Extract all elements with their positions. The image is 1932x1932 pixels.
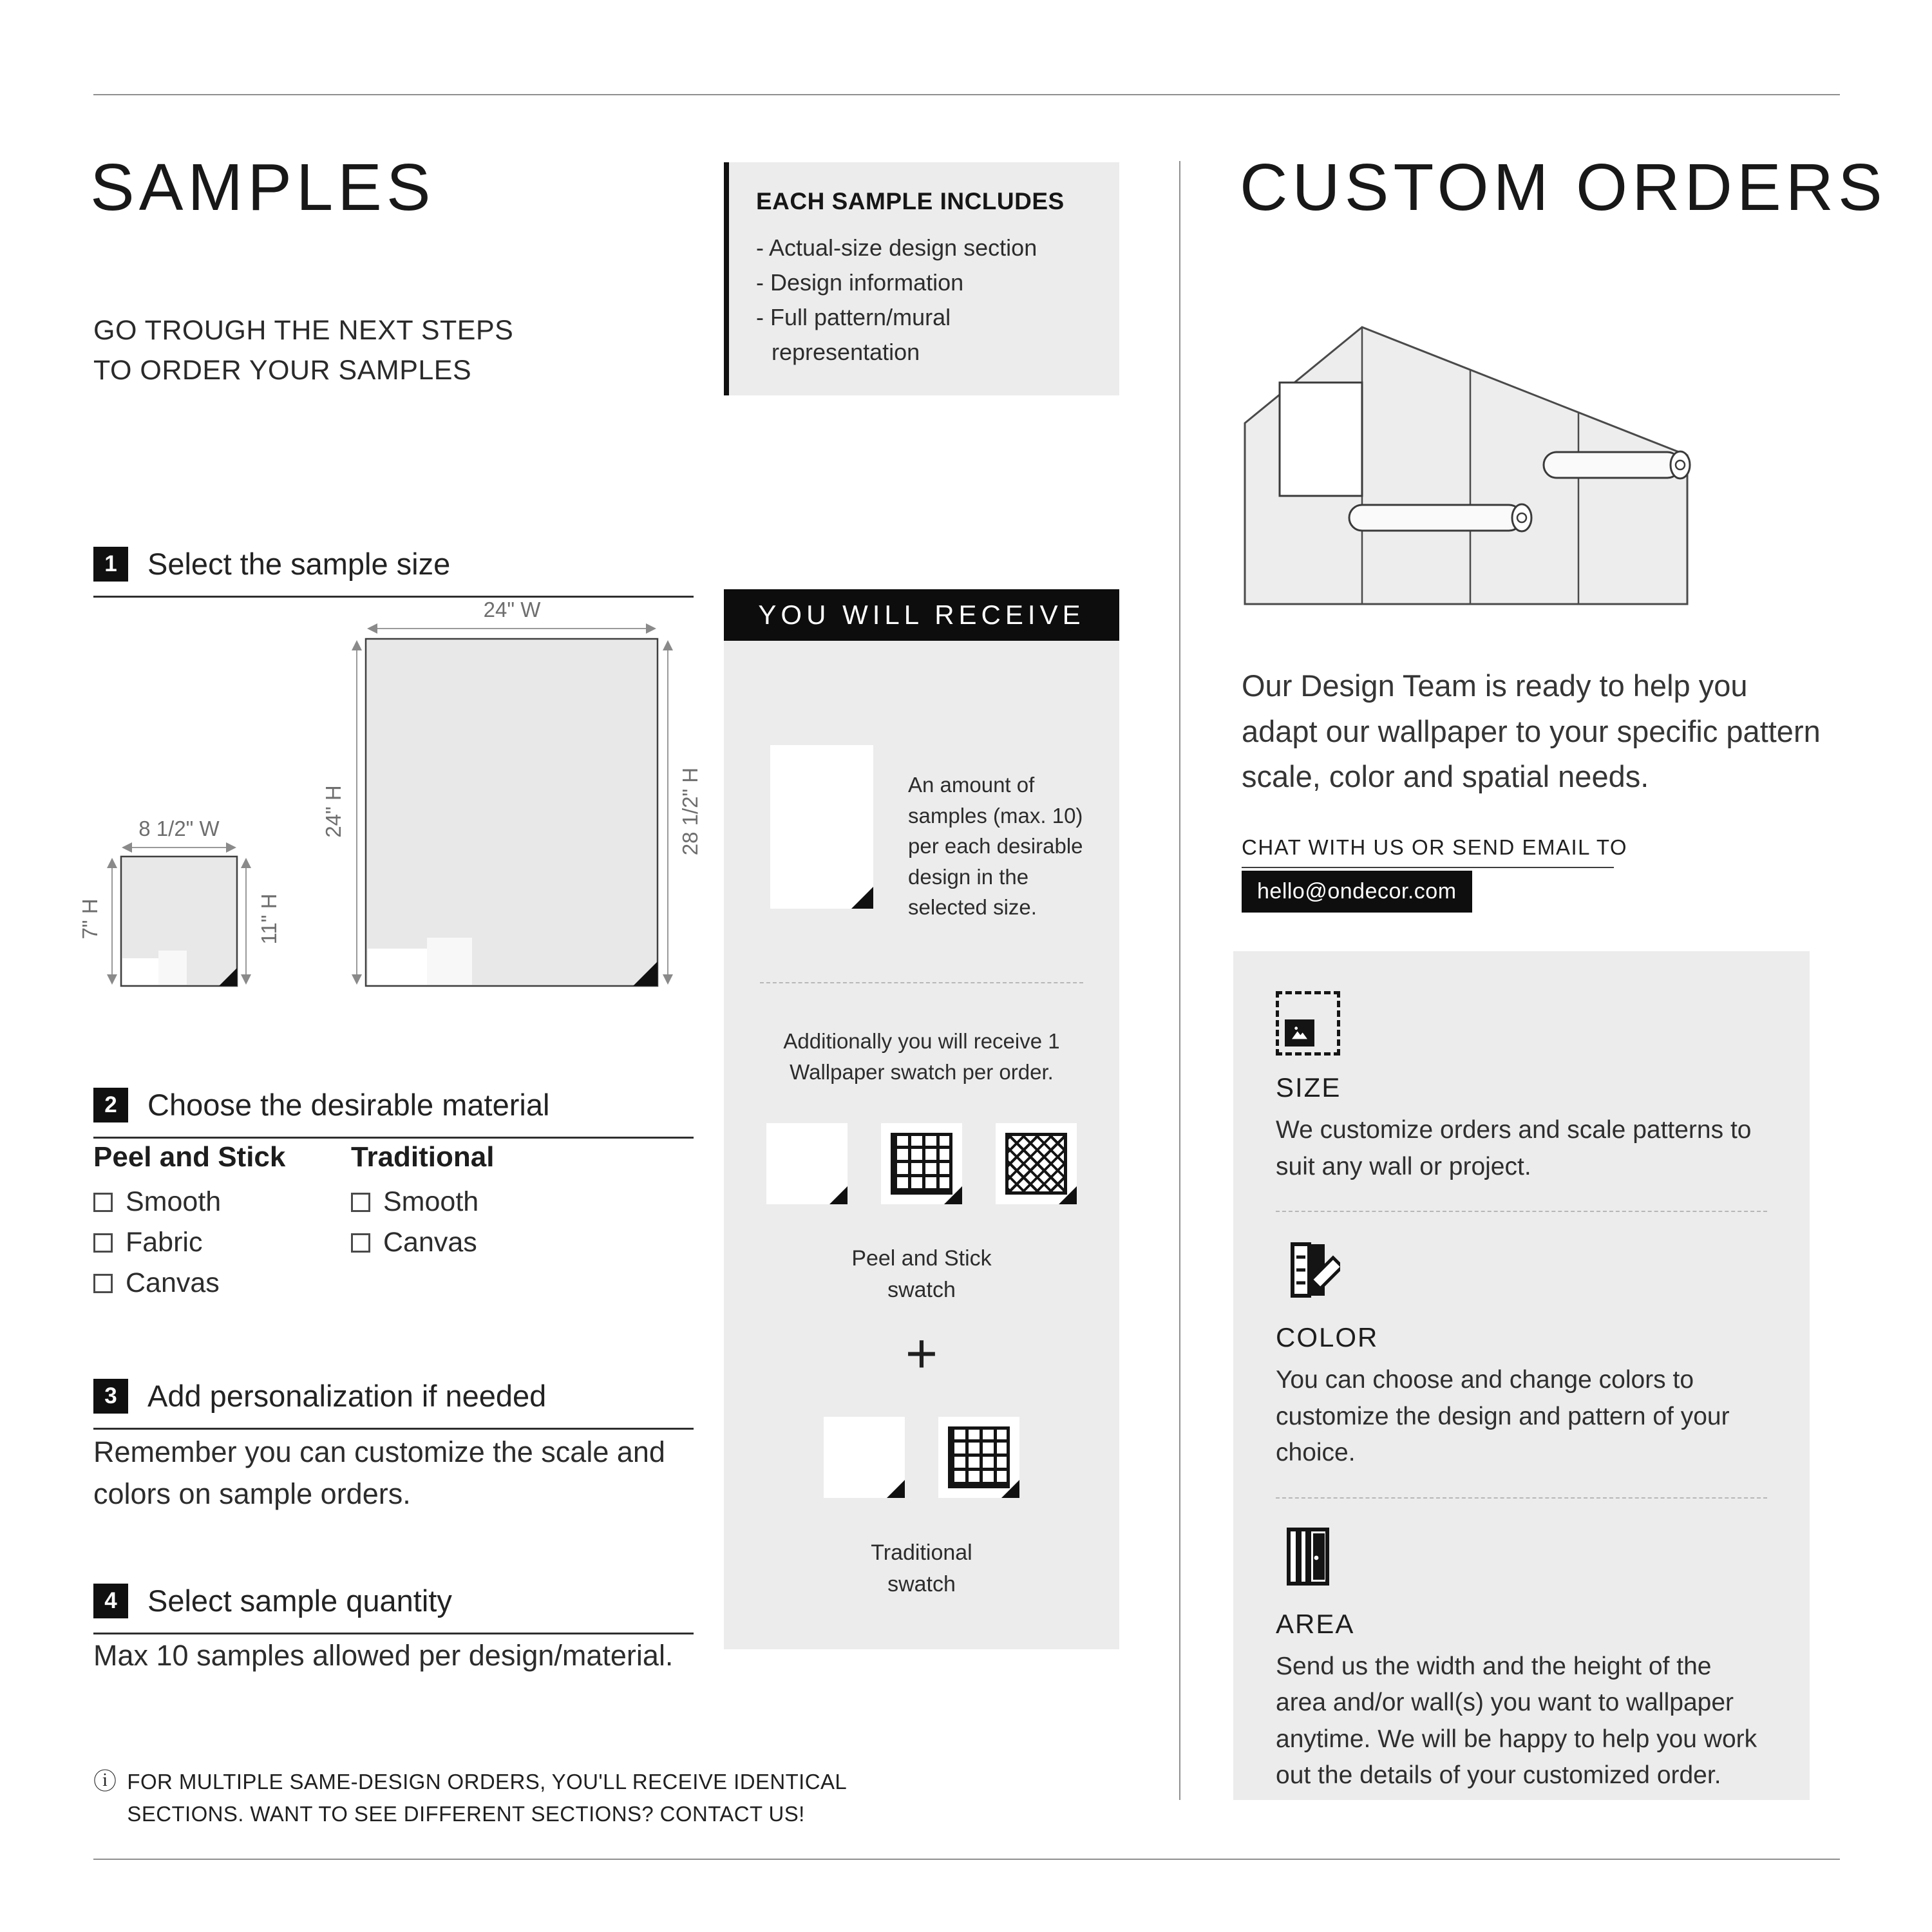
- peel-swatch-caption: Peel and Stick swatch: [851, 1246, 992, 1303]
- sample-frame: [1280, 383, 1362, 496]
- includes-title: EACH SAMPLE INCLUDES: [756, 188, 1065, 214]
- footnote: [93, 1766, 866, 1830]
- large-height-right-label: 28 1/2" H: [678, 767, 702, 856]
- samples-amount-text: An amount of samples (max. 10) per each desirable design in the selected size.: [908, 773, 1083, 920]
- bottom-divider: [93, 1859, 1840, 1860]
- each-sample-includes-box: [724, 162, 1119, 395]
- step-4-number: 4: [93, 1584, 128, 1618]
- contact-underline: [1242, 867, 1614, 868]
- step-4-note: Max 10 samples allowed per design/material.: [93, 1639, 674, 1672]
- image-glyph: [1285, 1019, 1314, 1046]
- option-trad-canvas: [351, 1227, 478, 1258]
- sample-page-icon: [770, 745, 873, 909]
- plain-swatch-icon: [824, 1417, 905, 1498]
- checkbox-peel-canvas[interactable]: [93, 1274, 113, 1293]
- samples-intro: [93, 310, 513, 391]
- option-peel-fabric: [93, 1227, 221, 1258]
- wallpaper-roll-end: [1671, 451, 1690, 478]
- wallpaper-roll-end: [1512, 504, 1531, 531]
- sample-size-diagram-shapes: [77, 598, 728, 1016]
- info-icon: ⓘ: [93, 1768, 117, 1794]
- feature-size: [1276, 991, 1767, 1185]
- small-height-right-label: 11" H: [257, 893, 281, 945]
- email-link[interactable]: hello@ondecor.com: [1242, 871, 1472, 913]
- includes-item: - Actual-size design section: [756, 234, 1037, 261]
- plus-sign: +: [905, 1323, 938, 1385]
- wallpaper-roll: [1544, 452, 1680, 478]
- you-will-receive-panel: [724, 641, 1119, 1649]
- feature-size-text: We customize orders and scale patterns to suit any wall or project.: [1276, 1116, 1752, 1180]
- samples-title: SAMPLES: [90, 150, 435, 224]
- grid-swatch-icon: [938, 1417, 1019, 1498]
- material-col-peel-title: Peel and Stick: [93, 1141, 286, 1173]
- option-label: Smooth: [383, 1186, 479, 1217]
- large-height-left-label: 24" H: [321, 785, 345, 838]
- feature-area: [1276, 1524, 1767, 1794]
- grid-swatch-icon: [881, 1123, 962, 1204]
- size-icon: [1276, 991, 1340, 1056]
- contact-label: CHAT WITH US OR SEND EMAIL TO: [1242, 835, 1628, 859]
- custom-orders-title: CUSTOM ORDERS: [1240, 150, 1887, 224]
- small-sample-section-block-2: [158, 951, 187, 985]
- large-sample-rect: [366, 639, 658, 986]
- step-3-label: Add personalization if needed: [147, 1379, 547, 1413]
- feature-color-text: You can choose and change colors to customize the design and pattern of your choice.: [1276, 1366, 1730, 1467]
- wall-illustration-svg: [1240, 317, 1697, 620]
- material-col-peel-options: [93, 1186, 221, 1308]
- step-2-number: 2: [93, 1088, 128, 1122]
- step-2-label: Choose the desirable material: [147, 1088, 550, 1122]
- peel-swatch-icons: [724, 1123, 1119, 1204]
- sample-size-diagram: [77, 598, 728, 1016]
- option-label: Smooth: [126, 1186, 222, 1217]
- large-sample-section-block-2: [427, 938, 472, 985]
- option-peel-smooth: [93, 1186, 221, 1218]
- checkbox-peel-fabric[interactable]: [93, 1233, 113, 1253]
- step-3-header: [93, 1378, 694, 1430]
- color-swatches-icon: [1276, 1238, 1340, 1302]
- feature-area-text: Send us the width and the height of the area and/or wall(s) you want to wallpaper anytime. We will be happy to help you work out the details of your customized order.: [1276, 1652, 1757, 1790]
- step-3-note: Remember you can customize the scale and colors on sample orders.: [93, 1435, 665, 1511]
- step-1-header: [93, 546, 694, 598]
- samples-intro-line1: GO TROUGH THE NEXT STEPS: [93, 315, 514, 346]
- step-4-header: [93, 1583, 694, 1634]
- includes-item: - Full pattern/mural representation: [756, 304, 951, 365]
- feature-area-label: AREA: [1276, 1608, 1355, 1639]
- material-col-traditional-title: Traditional: [351, 1141, 495, 1173]
- checkbox-peel-smooth[interactable]: [93, 1193, 113, 1212]
- custom-features-panel: [1233, 951, 1810, 1800]
- feature-color-label: COLOR: [1276, 1322, 1379, 1353]
- step-3-number: 3: [93, 1379, 128, 1414]
- dashed-separator: [760, 982, 1083, 983]
- option-label: Canvas: [126, 1267, 220, 1298]
- step-2-header: [93, 1087, 694, 1139]
- crosshatch-pattern: [1005, 1133, 1067, 1195]
- column-divider: [1179, 161, 1180, 1800]
- footnote-text: FOR MULTIPLE SAME-DESIGN ORDERS, YOU'LL RECEIVE IDENTICAL SECTIONS. WANT TO SEE DIFFERENT SECTIONS? CONTACT US!: [127, 1770, 846, 1826]
- grid-pattern: [948, 1426, 1010, 1488]
- option-label: Canvas: [383, 1227, 477, 1258]
- wallpaper-wall-illustration: [1240, 317, 1697, 620]
- dashed-separator: [1276, 1211, 1767, 1212]
- you-will-receive-banner: YOU WILL RECEIVE: [724, 589, 1119, 641]
- feature-color: [1276, 1238, 1767, 1472]
- small-height-left-label: 7" H: [78, 898, 102, 940]
- large-sample-section-block: [368, 949, 427, 985]
- option-label: Fabric: [126, 1227, 203, 1258]
- crosshatch-swatch-icon: [996, 1123, 1077, 1204]
- step-1-number: 1: [93, 547, 128, 582]
- samples-intro-line2: TO ORDER YOUR SAMPLES: [93, 355, 472, 386]
- feature-size-label: SIZE: [1276, 1072, 1341, 1103]
- custom-intro: Our Design Team is ready to help you adapt our wallpaper to your specific pattern scale, color and spatial needs.: [1242, 668, 1821, 793]
- material-col-traditional-options: [351, 1186, 478, 1267]
- checkbox-trad-smooth[interactable]: [351, 1193, 370, 1212]
- dashed-separator: [1276, 1497, 1767, 1499]
- step-1-label: Select the sample size: [147, 547, 451, 581]
- small-width-label: 8 1/2" W: [138, 817, 220, 840]
- email-badge-wrap: [1242, 871, 1472, 913]
- option-trad-smooth: [351, 1186, 478, 1218]
- option-peel-canvas: [93, 1267, 221, 1299]
- wallpaper-roll: [1349, 505, 1522, 531]
- traditional-swatch-icons: [724, 1417, 1119, 1498]
- wall-area-icon: [1276, 1524, 1340, 1589]
- mountain-glyph: [1288, 1023, 1311, 1043]
- additional-swatch-text: Additionally you will receive 1 Wallpaper swatch per order.: [783, 1029, 1060, 1084]
- checkbox-trad-canvas[interactable]: [351, 1233, 370, 1253]
- step-4-label: Select sample quantity: [147, 1584, 452, 1618]
- traditional-swatch-caption: Traditional swatch: [871, 1540, 972, 1597]
- plain-swatch-icon: [766, 1123, 848, 1204]
- large-width-label: 24" W: [483, 598, 541, 621]
- includes-item: - Design information: [756, 269, 964, 296]
- grid-pattern: [891, 1133, 952, 1195]
- top-divider: [93, 94, 1840, 95]
- small-sample-section-block: [122, 958, 158, 985]
